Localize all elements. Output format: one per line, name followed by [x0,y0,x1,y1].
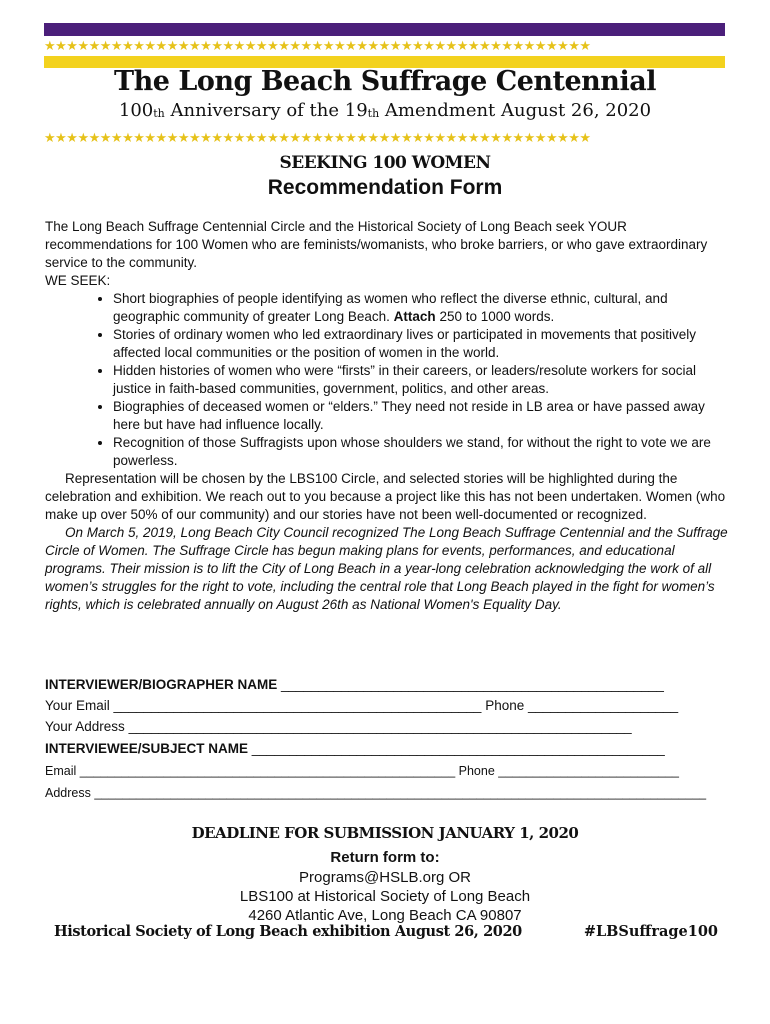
interviewee-email-field[interactable]: Email ______________________________________________________ [45,764,456,778]
intro-paragraph: The Long Beach Suffrage Centennial Circle and the Historical Society of Long Beach seek YOUR recommendations for 100 Women who are feminists/womanists, who broke barriers, or who gave extraordinary service to the community. [45,219,708,270]
return-email: Programs@HSLB.org OR [299,869,471,886]
your-email-field[interactable]: Your Email _________________________________________________ [45,698,482,713]
exhibition-footer: Historical Society of Long Beach exhibition August 26, 2020 [54,923,522,940]
hashtag-footer: #LBSuffrage100 [583,923,718,940]
deadline-heading: DEADLINE FOR SUBMISSION JANUARY 1, 2020 [191,824,579,842]
representation-paragraph: Representation will be chosen by the LBS100 Circle, and selected stories will be highlighted during the celebration and exhibition. We reach out to you because a project like this has not been undertaken. Women (who make up over 50% of our community) and our stories have not been well-documented or recognized. [45,471,726,522]
your-phone-field[interactable]: Phone ____________________ [481,698,679,713]
seek-list [45,290,729,470]
page-subtitle: 100th Anniversary of the 19th Amendment August 26, 2020 [118,100,652,121]
return-address: 4260 Atlantic Ave, Long Beach CA 90807 [248,907,522,924]
star-row-top: ★★★★★★★★★★★★★★★★★★★★★★★★★★★★★★★★★★★★★★★★★★★★★★★★★ [44,38,591,53]
form-title: Recommendation Form [267,176,503,199]
council-paragraph: On March 5, 2019, Long Beach City Council recognized The Long Beach Suffrage Centennial and the Suffrage Circle of Women. The Suffrage Circle has begun making plans for events, performances, and educational programs. Their mission is to lift the City of Long Beach in a year-long celebration acknowledging the work of all women’s struggles for the right to vote, including the central role that Long Beach played in the fight for women’s rights, which is celebrated annually on August 26th as National Women's Equality Day. [45,525,728,612]
list-item: • Stories of ordinary women who led extraordinary lives or participated in movements that positively affected local communities or the position of women in the world. [113,326,729,362]
list-item: • Hidden histories of women who were “firsts” in their careers, or leaders/resolute workers for social justice in faith-based communities, government, politics, and other areas. [113,362,729,398]
page-title: The Long Beach Suffrage Centennial [114,66,656,97]
we-seek-label: WE SEEK: [45,273,111,288]
interviewee-name-field[interactable]: INTERVIEWEE/SUBJECT NAME _______________________________________________________ [45,741,665,756]
seeking-heading: SEEKING 100 WOMEN [279,153,491,173]
interviewee-phone-field[interactable]: Phone __________________________ [455,764,680,778]
return-organization: LBS100 at Historical Society of Long Beach [239,888,531,905]
purple-band [44,23,725,36]
list-item: • Recognition of those Suffragists upon whose shoulders we stand, for without the right to vote we are powerless. [113,434,729,470]
interviewee-address-field[interactable]: Address ________________________________________________________________________________________ [45,786,707,800]
return-form-heading: Return form to: [330,849,440,866]
list-item: • Short biographies of people identifying as women who reflect the diverse ethnic, cultural, and geographic community of greater Long Beach. Attach 250 to 1000 words. [113,290,729,326]
your-address-field[interactable]: Your Address ___________________________________________________________________ [45,719,632,734]
interviewer-name-field[interactable]: INTERVIEWER/BIOGRAPHER NAME ___________________________________________________ [45,677,664,692]
star-row-middle: ★★★★★★★★★★★★★★★★★★★★★★★★★★★★★★★★★★★★★★★★★★★★★★★★★ [44,130,591,145]
list-item: • Biographies of deceased women or “elders.” They need not reside in LB area or have passed away here but have had influence locally. [113,398,729,434]
interviewee-email-row [45,764,725,778]
body-text [45,218,729,614]
your-email-row [45,698,725,713]
